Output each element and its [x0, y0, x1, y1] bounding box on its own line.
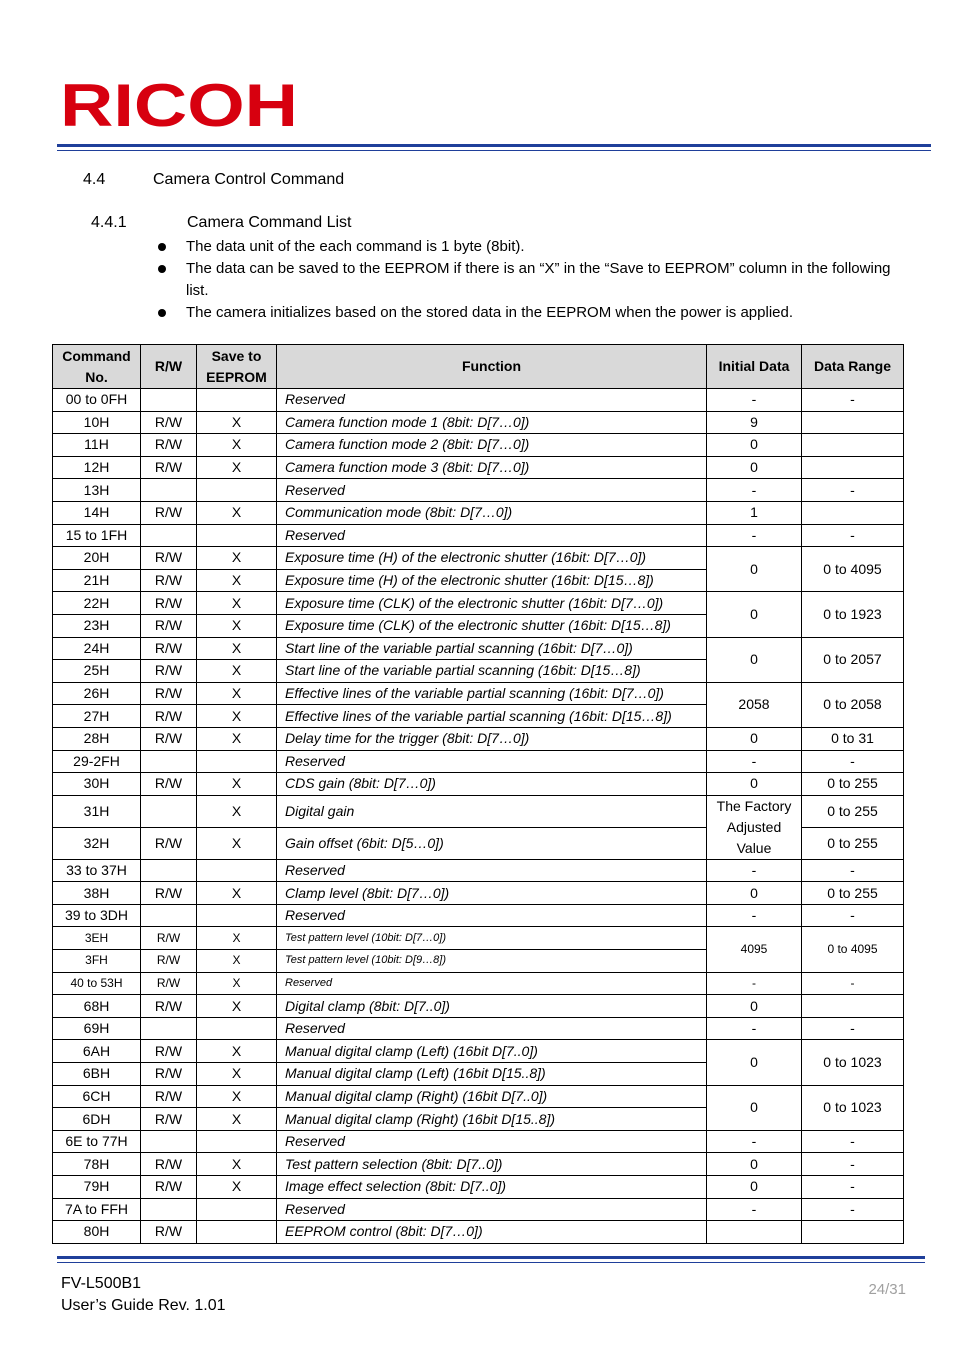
cell-rw: R/W	[141, 547, 197, 570]
table-row	[53, 795, 904, 827]
cell-data-range: -	[802, 1153, 904, 1176]
cell-initial-data: 0	[707, 456, 802, 479]
cell-command-no: 24H	[53, 637, 141, 660]
cell-function: Reserved	[277, 479, 707, 502]
cell-command-no: 22H	[53, 592, 141, 615]
cell-command-no: 78H	[53, 1153, 141, 1176]
cell-initial-data: 0	[707, 592, 802, 637]
header-function: Function	[277, 345, 707, 389]
table-row	[53, 682, 904, 705]
cell-command-no: 80H	[53, 1221, 141, 1244]
table-row	[53, 995, 904, 1018]
cell-command-no: 79H	[53, 1176, 141, 1199]
cell-function: CDS gain (8bit: D[7…0])	[277, 773, 707, 796]
footer-rule-thin	[57, 1262, 925, 1263]
cell-rw	[141, 904, 197, 927]
cell-rw	[141, 524, 197, 547]
table-row	[53, 547, 904, 570]
cell-function: Effective lines of the variable partial scanning (16bit: D[7…0])	[277, 682, 707, 705]
table-row	[53, 859, 904, 882]
cell-rw: R/W	[141, 1063, 197, 1086]
cell-initial-data: 0	[707, 1040, 802, 1085]
table-row	[53, 1130, 904, 1153]
cell-data-range	[802, 456, 904, 479]
cell-save-to-eeprom	[197, 1198, 277, 1221]
table-row	[53, 434, 904, 457]
cell-initial-data: -	[707, 479, 802, 502]
cell-command-no: 25H	[53, 660, 141, 683]
cell-save-to-eeprom	[197, 524, 277, 547]
cell-data-range	[802, 411, 904, 434]
cell-data-range: -	[802, 859, 904, 882]
cell-save-to-eeprom: X	[197, 972, 277, 995]
header-command-no: Command No.	[53, 345, 141, 389]
cell-save-to-eeprom: X	[197, 795, 277, 827]
cell-data-range	[802, 1221, 904, 1244]
cell-rw: R/W	[141, 660, 197, 683]
cell-save-to-eeprom: X	[197, 637, 277, 660]
ricoh-logo	[60, 76, 300, 132]
cell-command-no: 31H	[53, 795, 141, 827]
cell-function: Reserved	[277, 1130, 707, 1153]
cell-rw: R/W	[141, 501, 197, 524]
cell-rw: R/W	[141, 727, 197, 750]
header-initial-data: Initial Data	[707, 345, 802, 389]
cell-data-range: -	[802, 479, 904, 502]
cell-rw	[141, 750, 197, 773]
cell-data-range	[802, 434, 904, 457]
cell-initial-data: -	[707, 859, 802, 882]
cell-data-range: 0 to 1923	[802, 592, 904, 637]
cell-command-no: 3EH	[53, 927, 141, 950]
cell-initial-data: 0	[707, 637, 802, 682]
cell-data-range: -	[802, 904, 904, 927]
cell-save-to-eeprom	[197, 479, 277, 502]
cell-function: Manual digital clamp (Right) (16bit D[15..8])	[277, 1108, 707, 1131]
cell-command-no: 32H	[53, 827, 141, 859]
subsection-number: 4.4.1	[91, 214, 127, 231]
table-row	[53, 501, 904, 524]
cell-function: EEPROM control (8bit: D[7…0])	[277, 1221, 707, 1244]
svg-text:RICOH: RICOH	[60, 76, 298, 132]
cell-save-to-eeprom: X	[197, 1063, 277, 1086]
cell-function: Reserved	[277, 972, 707, 995]
cell-command-no: 26H	[53, 682, 141, 705]
table-row	[53, 592, 904, 615]
cell-rw: R/W	[141, 773, 197, 796]
cell-rw: R/W	[141, 1221, 197, 1244]
cell-command-no: 6CH	[53, 1085, 141, 1108]
cell-rw	[141, 795, 197, 827]
cell-function: Manual digital clamp (Right) (16bit D[7..0])	[277, 1085, 707, 1108]
cell-command-no: 12H	[53, 456, 141, 479]
table-row	[53, 1176, 904, 1199]
cell-save-to-eeprom	[197, 859, 277, 882]
cell-command-no: 27H	[53, 705, 141, 728]
cell-rw	[141, 859, 197, 882]
cell-command-no: 13H	[53, 479, 141, 502]
command-table	[52, 344, 904, 1244]
cell-rw: R/W	[141, 1153, 197, 1176]
cell-initial-data: -	[707, 1017, 802, 1040]
cell-command-no: 28H	[53, 727, 141, 750]
cell-save-to-eeprom: X	[197, 827, 277, 859]
cell-rw: R/W	[141, 1176, 197, 1199]
cell-rw: R/W	[141, 456, 197, 479]
cell-save-to-eeprom: X	[197, 434, 277, 457]
cell-initial-data: 0	[707, 727, 802, 750]
cell-function: Digital gain	[277, 795, 707, 827]
cell-initial-data: -	[707, 1198, 802, 1221]
cell-data-range: 0 to 31	[802, 727, 904, 750]
page-number: 24/31	[868, 1281, 906, 1298]
cell-data-range: -	[802, 524, 904, 547]
cell-function: Exposure time (H) of the electronic shutter (16bit: D[7…0])	[277, 547, 707, 570]
table-row	[53, 524, 904, 547]
cell-save-to-eeprom: X	[197, 501, 277, 524]
cell-initial-data: 4095	[707, 927, 802, 972]
cell-initial-data: 0	[707, 882, 802, 905]
cell-data-range: 0 to 1023	[802, 1040, 904, 1085]
cell-function: Reserved	[277, 859, 707, 882]
cell-save-to-eeprom: X	[197, 1085, 277, 1108]
cell-function: Reserved	[277, 904, 707, 927]
table-row	[53, 1221, 904, 1244]
cell-rw	[141, 1130, 197, 1153]
cell-save-to-eeprom: X	[197, 1040, 277, 1063]
cell-save-to-eeprom: X	[197, 682, 277, 705]
subsection-title: Camera Command List	[187, 214, 352, 231]
cell-save-to-eeprom: X	[197, 773, 277, 796]
cell-data-range: 0 to 255	[802, 882, 904, 905]
cell-rw: R/W	[141, 705, 197, 728]
cell-function: Exposure time (H) of the electronic shutter (16bit: D[15…8])	[277, 569, 707, 592]
cell-initial-data: 0	[707, 1085, 802, 1130]
cell-rw: R/W	[141, 927, 197, 950]
cell-data-range: 0 to 4095	[802, 927, 904, 972]
cell-save-to-eeprom: X	[197, 882, 277, 905]
table-row	[53, 727, 904, 750]
cell-function: Reserved	[277, 1198, 707, 1221]
cell-function: Reserved	[277, 750, 707, 773]
table-row	[53, 389, 904, 412]
cell-data-range: 0 to 2058	[802, 682, 904, 727]
cell-command-no: 7A to FFH	[53, 1198, 141, 1221]
cell-initial-data: -	[707, 972, 802, 995]
cell-initial-data: 0	[707, 434, 802, 457]
cell-save-to-eeprom: X	[197, 456, 277, 479]
header-data-range: Data Range	[802, 345, 904, 389]
cell-save-to-eeprom	[197, 389, 277, 412]
cell-save-to-eeprom: X	[197, 614, 277, 637]
cell-save-to-eeprom: X	[197, 1176, 277, 1199]
cell-data-range: -	[802, 750, 904, 773]
cell-data-range: -	[802, 1176, 904, 1199]
table-row	[53, 1153, 904, 1176]
table-row	[53, 773, 904, 796]
cell-initial-data: -	[707, 1130, 802, 1153]
cell-save-to-eeprom: X	[197, 927, 277, 950]
cell-rw: R/W	[141, 1108, 197, 1131]
cell-initial-data	[707, 1221, 802, 1244]
bullet-item: The data unit of the each command is 1 byte (8bit).	[158, 236, 898, 258]
cell-command-no: 6E to 77H	[53, 1130, 141, 1153]
table-row	[53, 637, 904, 660]
cell-command-no: 10H	[53, 411, 141, 434]
cell-rw: R/W	[141, 1085, 197, 1108]
cell-function: Test pattern selection (8bit: D[7..0])	[277, 1153, 707, 1176]
cell-data-range: -	[802, 972, 904, 995]
cell-command-no: 68H	[53, 995, 141, 1018]
cell-rw: R/W	[141, 411, 197, 434]
cell-rw: R/W	[141, 827, 197, 859]
cell-initial-data: -	[707, 524, 802, 547]
cell-function: Reserved	[277, 1017, 707, 1040]
cell-rw	[141, 479, 197, 502]
cell-rw: R/W	[141, 995, 197, 1018]
cell-save-to-eeprom: X	[197, 995, 277, 1018]
cell-command-no: 23H	[53, 614, 141, 637]
cell-rw: R/W	[141, 434, 197, 457]
cell-command-no: 14H	[53, 501, 141, 524]
cell-function: Start line of the variable partial scanning (16bit: D[7…0])	[277, 637, 707, 660]
cell-function: Test pattern level (10bit: D[9…8])	[277, 950, 707, 973]
table-row	[53, 411, 904, 434]
table-row	[53, 1085, 904, 1108]
cell-save-to-eeprom: X	[197, 705, 277, 728]
cell-function: Gain offset (6bit: D[5…0])	[277, 827, 707, 859]
bullet-item: The camera initializes based on the stored data in the EEPROM when the power is applied.	[158, 302, 898, 324]
cell-initial-data: 9	[707, 411, 802, 434]
table-body	[53, 389, 904, 1244]
cell-save-to-eeprom	[197, 750, 277, 773]
cell-save-to-eeprom: X	[197, 592, 277, 615]
cell-save-to-eeprom	[197, 1221, 277, 1244]
cell-save-to-eeprom	[197, 1130, 277, 1153]
header-rule	[57, 144, 931, 147]
cell-initial-data: 0	[707, 995, 802, 1018]
cell-rw	[141, 389, 197, 412]
bullet-item: The data can be saved to the EEPROM if there is an “X” in the “Save to EEPROM” column in the following list.	[158, 258, 898, 302]
cell-data-range: -	[802, 389, 904, 412]
cell-function: Reserved	[277, 389, 707, 412]
cell-rw: R/W	[141, 614, 197, 637]
cell-command-no: 6AH	[53, 1040, 141, 1063]
cell-command-no: 11H	[53, 434, 141, 457]
cell-command-no: 29-2FH	[53, 750, 141, 773]
table-row	[53, 1198, 904, 1221]
cell-rw: R/W	[141, 882, 197, 905]
cell-command-no: 30H	[53, 773, 141, 796]
footer-guide: User’s Guide Rev. 1.01	[61, 1297, 226, 1314]
cell-command-no: 15 to 1FH	[53, 524, 141, 547]
cell-save-to-eeprom: X	[197, 547, 277, 570]
cell-initial-data: 0	[707, 773, 802, 796]
cell-command-no: 38H	[53, 882, 141, 905]
cell-initial-data: 1	[707, 501, 802, 524]
cell-function: Digital clamp (8bit: D[7..0])	[277, 995, 707, 1018]
header-save-to-eeprom: Save to EEPROM	[197, 345, 277, 389]
table-row	[53, 750, 904, 773]
cell-rw: R/W	[141, 1040, 197, 1063]
bullet-list	[158, 236, 898, 324]
cell-function: Camera function mode 2 (8bit: D[7…0])	[277, 434, 707, 457]
cell-rw	[141, 1198, 197, 1221]
cell-initial-data: 2058	[707, 682, 802, 727]
cell-function: Exposure time (CLK) of the electronic shutter (16bit: D[15…8])	[277, 614, 707, 637]
cell-function: Communication mode (8bit: D[7…0])	[277, 501, 707, 524]
cell-function: Camera function mode 1 (8bit: D[7…0])	[277, 411, 707, 434]
cell-save-to-eeprom	[197, 1017, 277, 1040]
table-row	[53, 1017, 904, 1040]
cell-function: Delay time for the trigger (8bit: D[7…0])	[277, 727, 707, 750]
table-row	[53, 456, 904, 479]
cell-save-to-eeprom: X	[197, 569, 277, 592]
cell-data-range: 0 to 255	[802, 795, 904, 827]
cell-command-no: 39 to 3DH	[53, 904, 141, 927]
cell-save-to-eeprom: X	[197, 950, 277, 973]
cell-data-range: 0 to 255	[802, 773, 904, 796]
cell-rw: R/W	[141, 682, 197, 705]
cell-rw: R/W	[141, 569, 197, 592]
cell-save-to-eeprom: X	[197, 1108, 277, 1131]
table-row	[53, 479, 904, 502]
cell-initial-data: 0	[707, 547, 802, 592]
cell-save-to-eeprom	[197, 904, 277, 927]
cell-initial-data: 0	[707, 1176, 802, 1199]
cell-command-no: 6BH	[53, 1063, 141, 1086]
cell-function: Image effect selection (8bit: D[7..0])	[277, 1176, 707, 1199]
cell-rw	[141, 1017, 197, 1040]
cell-save-to-eeprom: X	[197, 411, 277, 434]
cell-data-range: 0 to 4095	[802, 547, 904, 592]
cell-data-range	[802, 501, 904, 524]
cell-data-range: 0 to 2057	[802, 637, 904, 682]
table-row	[53, 904, 904, 927]
footer-rule	[57, 1256, 925, 1259]
cell-data-range: -	[802, 1017, 904, 1040]
cell-data-range: -	[802, 1130, 904, 1153]
header-rw: R/W	[141, 345, 197, 389]
table-header-row	[53, 345, 904, 389]
cell-save-to-eeprom: X	[197, 1153, 277, 1176]
cell-function: Exposure time (CLK) of the electronic shutter (16bit: D[7…0])	[277, 592, 707, 615]
cell-data-range: 0 to 255	[802, 827, 904, 859]
cell-function: Manual digital clamp (Left) (16bit D[15..8])	[277, 1063, 707, 1086]
cell-rw: R/W	[141, 592, 197, 615]
cell-function: Reserved	[277, 524, 707, 547]
cell-command-no: 21H	[53, 569, 141, 592]
table-row	[53, 972, 904, 995]
cell-command-no: 00 to 0FH	[53, 389, 141, 412]
cell-rw: R/W	[141, 637, 197, 660]
table-row	[53, 882, 904, 905]
cell-function: Clamp level (8bit: D[7…0])	[277, 882, 707, 905]
section-title: Camera Control Command	[153, 171, 345, 188]
cell-initial-data: -	[707, 750, 802, 773]
cell-initial-data: The Factory Adjusted Value	[707, 795, 802, 859]
cell-command-no: 3FH	[53, 950, 141, 973]
cell-data-range	[802, 995, 904, 1018]
cell-command-no: 69H	[53, 1017, 141, 1040]
cell-data-range: -	[802, 1198, 904, 1221]
header-rule-thin	[57, 150, 931, 151]
cell-data-range: 0 to 1023	[802, 1085, 904, 1130]
cell-initial-data: 0	[707, 1153, 802, 1176]
cell-command-no: 20H	[53, 547, 141, 570]
cell-save-to-eeprom: X	[197, 727, 277, 750]
cell-save-to-eeprom: X	[197, 660, 277, 683]
cell-function: Camera function mode 3 (8bit: D[7…0])	[277, 456, 707, 479]
table-row	[53, 927, 904, 950]
cell-function: Effective lines of the variable partial scanning (16bit: D[15…8])	[277, 705, 707, 728]
cell-command-no: 6DH	[53, 1108, 141, 1131]
cell-function: Manual digital clamp (Left) (16bit D[7..0])	[277, 1040, 707, 1063]
cell-command-no: 40 to 53H	[53, 972, 141, 995]
cell-command-no: 33 to 37H	[53, 859, 141, 882]
table-row	[53, 1040, 904, 1063]
cell-initial-data: -	[707, 904, 802, 927]
cell-rw: R/W	[141, 972, 197, 995]
cell-function: Start line of the variable partial scanning (16bit: D[15…8])	[277, 660, 707, 683]
footer-model: FV-L500B1	[61, 1275, 142, 1292]
section-number: 4.4	[83, 171, 106, 188]
cell-rw: R/W	[141, 950, 197, 973]
cell-function: Test pattern level (10bit: D[7…0])	[277, 927, 707, 950]
cell-initial-data: -	[707, 389, 802, 412]
